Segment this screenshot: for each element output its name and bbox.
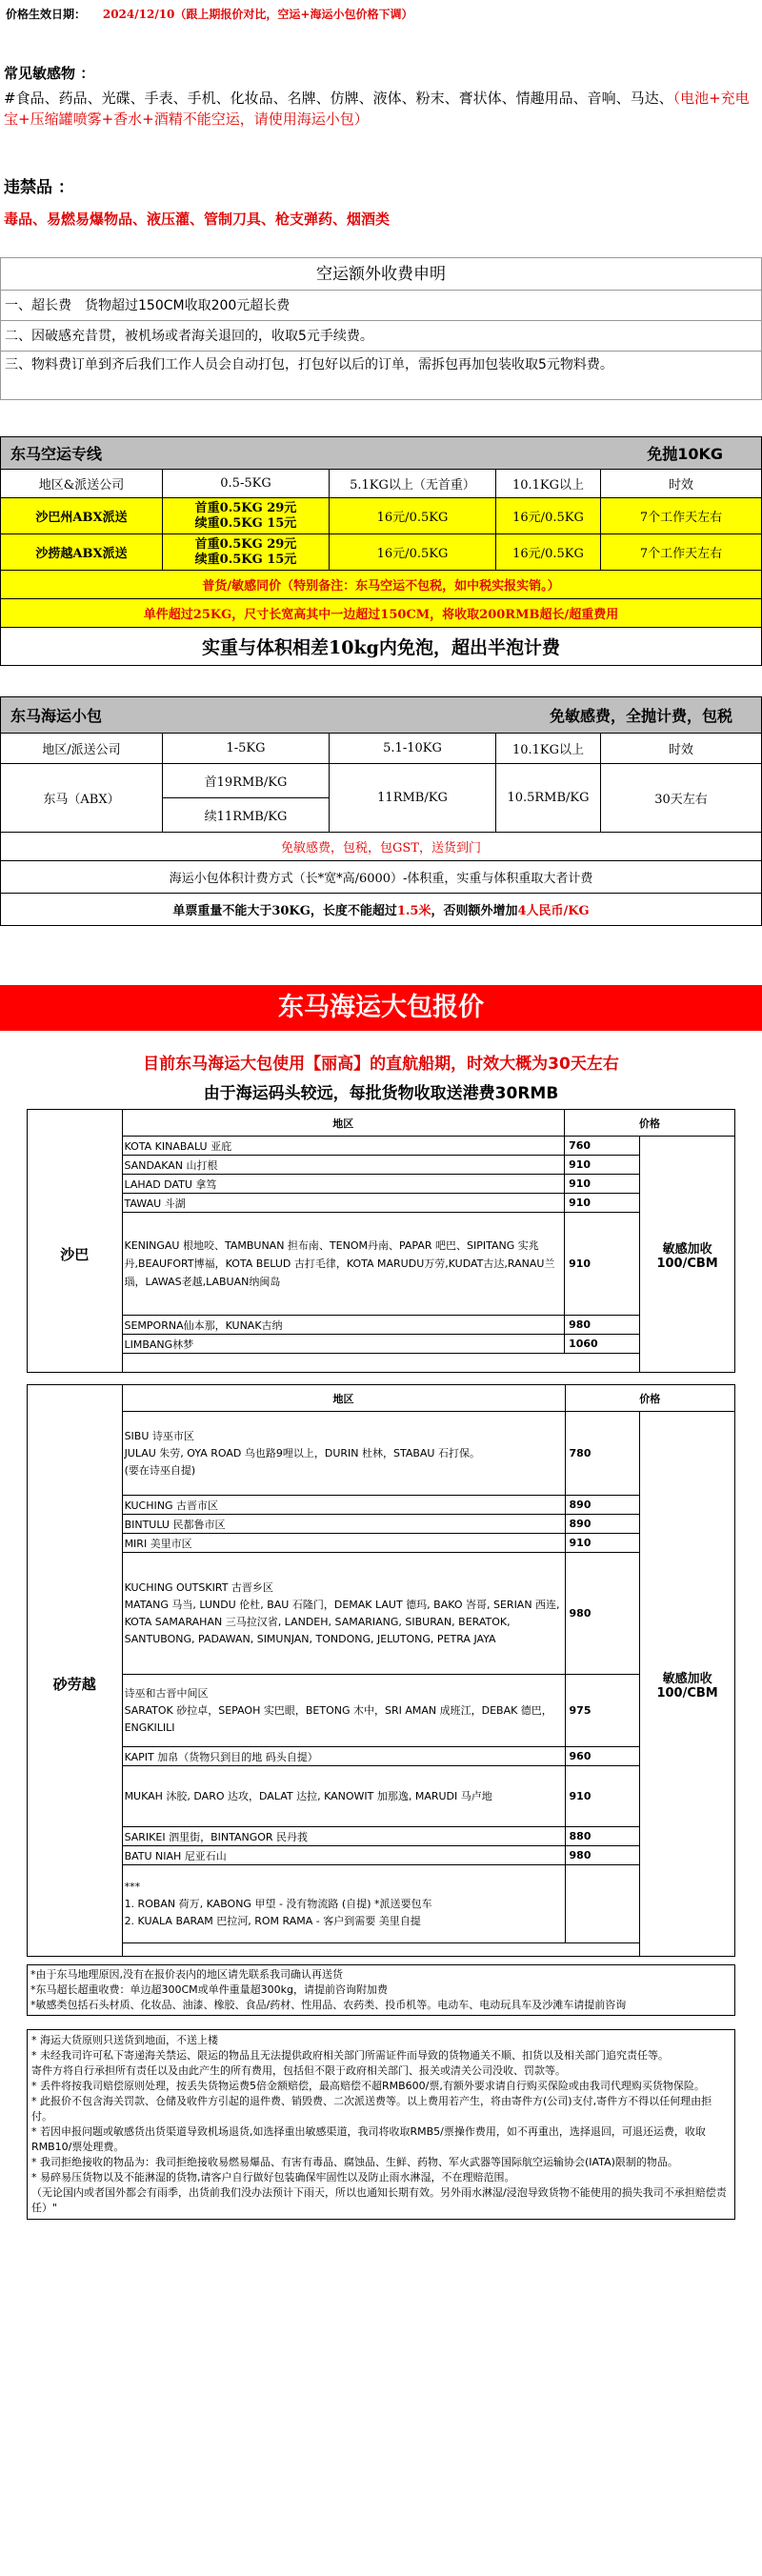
sarawak-region: 诗巫和古晋中间区 SARATOK 砂拉卓，SEPAOH 实巴眼，BETONG 木中，SRI AMAN 成班江，DEBAK 德巴，ENGKILILI bbox=[122, 1675, 565, 1747]
sea-big-notes bbox=[27, 2029, 735, 2220]
air-note-general: 普货/敏感同价（特别备注：东马空运不包税，如中税实报实销。） bbox=[1, 571, 762, 599]
note-item: （无论国内或者国外都会有雨季，出货前我们没办法预计下雨天，所以也通知长期有效。另外雨水淋湿/浸泡导致货物不能使用的损失我司不承担赔偿责任）" bbox=[31, 2186, 727, 2214]
sea-small-col-region: 地区/派送公司 bbox=[1, 734, 163, 764]
sarawak-price bbox=[565, 1865, 640, 1943]
warn-item: *东马超长超重收费：单边超300CM或单件重量超300kg，请提前咨询附加费 bbox=[30, 1983, 389, 1996]
sarawak-price: 880 bbox=[565, 1827, 640, 1846]
sea-big-warnings bbox=[27, 1964, 735, 2016]
warn-item: *敏感类包括石头材质、化妆品、油漆、橡胶、食品/药材、性用品、农药类、投币机等。电动车、电动玩具车及沙滩车请提前咨询 bbox=[30, 1999, 627, 2011]
air-title: 东马空运专线 bbox=[10, 445, 103, 463]
sea-small-section bbox=[0, 696, 762, 926]
sabah-price: 910 bbox=[565, 1194, 640, 1213]
sabah-price: 980 bbox=[565, 1316, 640, 1335]
sarawak-sensitive: 敏感加收100/CBM bbox=[640, 1412, 735, 1957]
sabah-region: SANDAKAN 山打根 bbox=[122, 1156, 565, 1175]
sea-small-col-time: 时效 bbox=[601, 734, 762, 764]
effective-date-row bbox=[0, 0, 762, 29]
air-next-weight: 续重0.5KG 15元 bbox=[194, 552, 297, 567]
sabah-region: LIMBANG林梦 bbox=[122, 1335, 565, 1354]
sabah-price: 1060 bbox=[565, 1335, 640, 1354]
sea-big-sub2: 由于海运码头较远，每批货物收取送港费30RMB bbox=[203, 1084, 559, 1103]
sabah-region: LAHAD DATU 拿笃 bbox=[122, 1175, 565, 1194]
sarawak-table bbox=[27, 1384, 735, 1957]
sea-big-banner-title: 东马海运大包报价 bbox=[278, 993, 484, 1022]
air-free-volume: 免抛10KG bbox=[647, 445, 723, 463]
air-price-5kg: 16元/0.5KG bbox=[330, 534, 496, 571]
sarawak-price: 960 bbox=[565, 1747, 640, 1766]
sarawak-region: BATU NIAH 尼亚石山 bbox=[122, 1846, 565, 1865]
sarawak-price: 780 bbox=[565, 1412, 640, 1496]
note-item: * 易碎易压货物以及不能淋湿的货物,请客户自行做好包装确保牢固性以及防止雨水淋湿，不在理赔范围。 bbox=[31, 2171, 515, 2184]
air-row-region: 沙巴州ABX派送 bbox=[1, 498, 163, 534]
sea-small-note-limit bbox=[1, 894, 762, 926]
sarawak-col-region: 地区 bbox=[122, 1385, 565, 1412]
air-col-time: 时效 bbox=[601, 470, 762, 498]
warn-item: *由于东马地理原因,没有在报价表内的地区请先联系我司确认再送货 bbox=[30, 1968, 343, 1981]
sarawak-region: SARIKEI 泗里街，BINTANGOR 民丹莪 bbox=[122, 1827, 565, 1846]
sabah-col-region: 地区 bbox=[122, 1110, 565, 1137]
fee-title: 空运额外收费申明 bbox=[1, 258, 761, 291]
sea-small-title: 东马海运小包 bbox=[10, 707, 103, 725]
air-transit-time: 7个工作天左右 bbox=[601, 498, 762, 534]
air-note-volume: 实重与体积相差10kg内免泡，超出半泡计费 bbox=[1, 628, 762, 666]
sea-small-region: 东马（ABX） bbox=[1, 764, 163, 833]
sabah-table bbox=[27, 1109, 735, 1373]
sarawak-price: 890 bbox=[565, 1496, 640, 1515]
sabah-price: 910 bbox=[565, 1213, 640, 1316]
sarawak-region: MUKAH 沐胶, DARO 达攻，DALAT 达拉, KANOWIT 加那逸, MARUDI 马卢地 bbox=[122, 1766, 565, 1827]
air-col-3: 10.1KG以上 bbox=[496, 470, 601, 498]
sarawak-price: 975 bbox=[565, 1675, 640, 1747]
fee-item-2: 二、因破感充昔贯，被机场或者海关退回的，收取5元手续费。 bbox=[1, 321, 761, 352]
sabah-price: 910 bbox=[565, 1156, 640, 1175]
sensitive-body bbox=[4, 88, 758, 130]
sea-small-next-kg: 续11RMB/KG bbox=[163, 798, 330, 833]
fee-item-1: 一、超长费 货物超过150CM收取200元超长费 bbox=[1, 291, 761, 321]
fee-item-3: 三、物料费订单到齐后我们工作人员会自动打包，打包好以后的订单，需拆包再加包装收取5元物料费。 bbox=[5, 357, 613, 372]
sea-small-note-volume: 海运小包体积计费方式（长*宽*高/6000）-体积重，实重与体积重取大者计费 bbox=[1, 861, 762, 894]
sea-small-transit-time: 30天左右 bbox=[601, 764, 762, 833]
sabah-sensitive: 敏感加收100/CBM bbox=[640, 1137, 735, 1373]
sea-small-price-5kg: 11RMB/KG bbox=[330, 764, 496, 833]
air-first-weight: 首重0.5KG 29元 bbox=[194, 500, 297, 515]
effective-label: 价格生效日期： bbox=[6, 8, 87, 21]
sea-small-price-10kg: 10.5RMB/KG bbox=[496, 764, 601, 833]
prohibited-section bbox=[0, 173, 762, 229]
note-item: * 我司拒绝接收的物品为：我司拒绝接收易燃易爆品、有害有毒品、腐蚀品、生鲜、药物、军火武器等国际航空运输协会(IATA)限制的物品。 bbox=[31, 2156, 678, 2168]
sabah-price: 910 bbox=[565, 1175, 640, 1194]
sarawak-price: 980 bbox=[565, 1846, 640, 1865]
sarawak-name: 砂劳越 bbox=[28, 1412, 123, 1957]
sarawak-region: *** 1. ROBAN 荷万, KABONG 甲望 - 没有物流路 (自提) *派送要包车 2. KUALA BARAM 巴拉河, ROM RAMA - 客户到需要 美里自提 bbox=[122, 1865, 565, 1943]
sarawak-region: KUCHING 古晋市区 bbox=[122, 1496, 565, 1515]
sensitive-battery-note: （电池+充电宝+压缩罐喷雾+香水+酒精不能空运，请使用海运小包） bbox=[4, 90, 750, 128]
fee-section bbox=[0, 257, 762, 400]
limit-text-1: 单票重量不能大于30KG，长度不能超过 bbox=[172, 904, 397, 918]
air-price-10kg: 16元/0.5KG bbox=[496, 498, 601, 534]
note-item: 寄件方将自行承担所有责任以及由此产生的所有费用，包括但不限于政府相关部门、报关或清关公司没收、罚款等。 bbox=[31, 2064, 566, 2077]
sea-big-banner bbox=[0, 985, 762, 1031]
prohibited-body: 毒品、易燃易爆物品、液压灌、管制刀具、枪支弹药、烟酒类 bbox=[4, 211, 391, 228]
sea-small-note-free: 免敏感费，包税，包GST，送货到门 bbox=[1, 833, 762, 861]
sea-small-col-3: 10.1KG以上 bbox=[496, 734, 601, 764]
air-transit-time: 7个工作天左右 bbox=[601, 534, 762, 571]
sarawak-price: 910 bbox=[565, 1766, 640, 1827]
sarawak-col-price: 价格 bbox=[565, 1385, 734, 1412]
sabah-region: TAWAU 斗湖 bbox=[122, 1194, 565, 1213]
sarawak-region: BINTULU 民都鲁市区 bbox=[122, 1515, 565, 1534]
sensitive-title: 常见敏感物 ： bbox=[4, 65, 95, 82]
sea-small-col-1: 1-5KG bbox=[163, 734, 330, 764]
sarawak-price: 910 bbox=[565, 1534, 640, 1553]
sea-small-col-2: 5.1-10KG bbox=[330, 734, 496, 764]
sarawak-price: 980 bbox=[565, 1553, 640, 1675]
air-row-region: 沙捞越ABX派送 bbox=[1, 534, 163, 571]
air-col-2: 5.1KG以上（无首重） bbox=[330, 470, 496, 498]
note-item: * 若因申报问题或敏感货出货渠道导致机场退货,如选择重出敏感渠道，我司将收取RMB5/票操作费用，如不再重出，选择退回，可退还运费，收取RMB10/票处理费。 bbox=[31, 2125, 706, 2153]
sarawak-region: KAPIT 加帛（货物只到目的地 码头自提） bbox=[122, 1747, 565, 1766]
limit-surcharge: 4人民币/KG bbox=[517, 904, 590, 918]
air-first-weight: 首重0.5KG 29元 bbox=[194, 536, 297, 552]
air-next-weight: 续重0.5KG 15元 bbox=[194, 515, 297, 531]
sea-small-terms: 免敏感费，全抛计费，包税 bbox=[549, 707, 732, 725]
air-price-5kg: 16元/0.5KG bbox=[330, 498, 496, 534]
air-section bbox=[0, 436, 762, 666]
sabah-region: KENINGAU 根地咬、TAMBUNAN 担布南、TENOM丹南、PAPAR 吧巴、SIPITANG 实兆丹,BEAUFORT博福，KOTA BELUD 古打毛律，KOTA MARUDU万劳,KUDAT古达,RANAU兰瑙，LAWAS老越,LABUAN纳闽岛 bbox=[122, 1213, 565, 1316]
sensitive-list: #食品、药品、光碟、手表、手机、化妆品、名牌、仿牌、液体、粉末、膏状体、情趣用品、音响、马达、 bbox=[4, 90, 673, 107]
limit-text-2: ，否则额外增加 bbox=[431, 904, 518, 918]
sarawak-region: MIRI 美里市区 bbox=[122, 1534, 565, 1553]
sea-big-sub1: 目前东马海运大包使用【丽高】的直航船期，时效大概为30天左右 bbox=[143, 1055, 619, 1074]
sarawak-region: SIBU 诗巫市区 JULAU 朱劳, OYA ROAD 乌也路9哩以上，DURIN 杜林，STABAU 石打保。 (要在诗巫自提) bbox=[122, 1412, 565, 1496]
prohibited-title: 违禁品 ： bbox=[4, 178, 74, 197]
air-col-1: 0.5-5KG bbox=[163, 470, 330, 498]
sea-small-first-kg: 首19RMB/KG bbox=[163, 764, 330, 798]
air-col-region: 地区&派送公司 bbox=[1, 470, 163, 498]
sarawak-price: 890 bbox=[565, 1515, 640, 1534]
note-item: * 未经我司许可私下寄递海关禁运、限运的物品且无法提供政府相关部门所需证件而导致的货物通关不顺、扣货以及相关部门追究责任等。 bbox=[31, 2049, 669, 2062]
sabah-name: 沙巴 bbox=[28, 1137, 123, 1373]
sabah-price: 760 bbox=[565, 1137, 640, 1156]
effective-value: 2024/12/10（跟上期报价对比，空运+海运小包价格下调） bbox=[102, 8, 413, 21]
sarawak-region: KUCHING OUTSKIRT 古晋乡区 MATANG 马当, LUNDU 伦杜, BAU 石隆门，DEMAK LAUT 德玛, BAKO 峇哥, SERIAN 西连, KOTA SAMARAHAN 三马拉汉省, LANDEH, SAMARIANG, SIBURAN, BERATOK, SANTUBONG, PADAWAN, SIMUNJAN, TONDONG, JELUTONG, PETRA JAYA bbox=[122, 1553, 565, 1675]
sabah-region: KOTA KINABALU 亚庇 bbox=[122, 1137, 565, 1156]
sabah-col-price: 价格 bbox=[565, 1110, 735, 1137]
air-note-oversize: 单件超过25KG，尺寸长宽高其中一边超过150CM，将收取200RMB超长/超重费用 bbox=[1, 599, 762, 628]
sabah-region: SEMPORNA仙本那，KUNAK古纳 bbox=[122, 1316, 565, 1335]
note-item: * 此报价不包含海关罚款、仓储及收件方引起的退件费、销毁费、二次派送费等。以上费用若产生，将由寄件方(公司)支付,寄件方不得以任何理由拒付。 bbox=[31, 2095, 712, 2123]
note-item: * 丢件将按我司赔偿原则处理，按丢失货物运费5倍金额赔偿，最高赔偿不超RMB600/票,有额外要求请自行购买保险或由我司代理购买货物保险。 bbox=[31, 2080, 705, 2092]
note-item: * 海运大货原则只送货到地面，不送上楼 bbox=[31, 2034, 218, 2046]
limit-length: 1.5米 bbox=[396, 904, 431, 918]
sensitive-section bbox=[0, 63, 762, 130]
air-price-10kg: 16元/0.5KG bbox=[496, 534, 601, 571]
